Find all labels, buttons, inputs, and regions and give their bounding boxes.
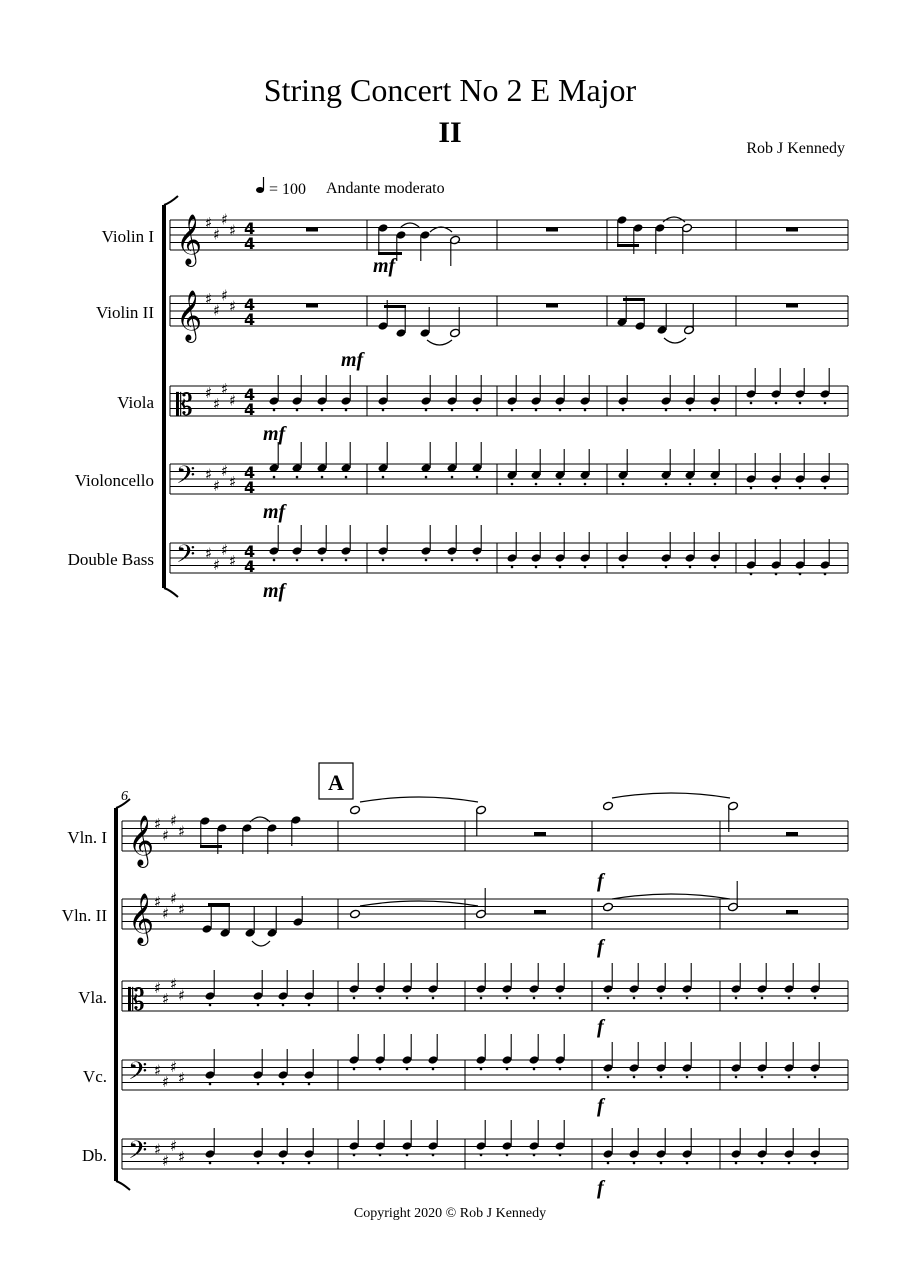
whole-rest: [546, 228, 558, 232]
instrument-label-violoncello: Violoncello: [74, 471, 154, 490]
staccato-dot: [533, 1068, 536, 1071]
system-2-labels: [62, 828, 108, 1165]
dynamic-f: f: [597, 870, 604, 892]
tie: [612, 894, 730, 899]
staccato-dot: [788, 1076, 791, 1079]
sharp-icon: ♯: [170, 889, 178, 908]
bracket-cap: [164, 588, 178, 597]
staccato-dot: [799, 402, 802, 405]
sharp-icon: ♯: [178, 986, 186, 1005]
staccato-dot: [775, 573, 778, 576]
staccato-dot: [814, 1076, 817, 1079]
sharp-icon: ♯: [229, 297, 237, 316]
sharp-icon: ♯: [221, 286, 229, 305]
half-rest: [534, 832, 546, 836]
instrument-label-vla: Vla.: [78, 988, 107, 1007]
treble-clef-icon: 𝄞: [176, 214, 203, 265]
staccato-dot: [607, 997, 610, 1000]
staccato-dot: [353, 1154, 356, 1157]
sharp-icon: ♯: [229, 552, 237, 570]
staccato-dot: [665, 409, 668, 412]
staccato-dot: [257, 1162, 260, 1165]
sharp-icon: ♯: [170, 1136, 178, 1155]
staccato-dot: [584, 566, 587, 569]
dynamic-mf: mf: [263, 423, 286, 445]
staccato-dot: [506, 1154, 509, 1157]
instrument-label-violin-1: Violin I: [101, 227, 154, 246]
staccato-dot: [282, 1083, 285, 1086]
staccato-dot: [788, 1162, 791, 1165]
staccato-dot: [345, 559, 348, 562]
sharp-icon: ♯: [229, 221, 237, 240]
staccato-dot: [622, 409, 625, 412]
staccato-dot: [814, 1162, 817, 1165]
staccato-dot: [559, 997, 562, 1000]
staccato-dot: [761, 1162, 764, 1165]
notation-layer: [116, 196, 848, 1190]
alto-clef-icon: 𝄡: [176, 388, 193, 423]
staccato-dot: [506, 997, 509, 1000]
dynamic-mf: mf: [373, 255, 396, 277]
tie: [612, 793, 730, 798]
sharp-icon: ♯: [178, 900, 186, 919]
staccato-dot: [406, 1154, 409, 1157]
sharp-icon: ♯: [170, 1057, 178, 1076]
staccato-dot: [535, 566, 538, 569]
staccato-dot: [750, 487, 753, 490]
tie: [252, 941, 270, 946]
staccato-dot: [689, 483, 692, 486]
staccato-dot: [714, 566, 717, 569]
dynamics-system-1: [263, 255, 398, 602]
sharp-icon: ♯: [213, 301, 221, 320]
staccato-dot: [425, 559, 428, 562]
sharp-icon: ♯: [229, 391, 237, 410]
instrument-label-vln-1: Vln. I: [67, 828, 107, 847]
staccato-dot: [622, 483, 625, 486]
staccato-dot: [665, 483, 668, 486]
copyright-notice: Copyright 2020 © Rob J Kennedy: [353, 1206, 547, 1221]
sharp-icon: ♯: [162, 904, 170, 923]
staccato-dot: [425, 409, 428, 412]
sharp-icon: ♯: [205, 544, 213, 563]
score-title: String Concert No 2 E Major: [263, 72, 637, 108]
staccato-dot: [451, 559, 454, 562]
staccato-dot: [559, 1154, 562, 1157]
staccato-dot: [432, 1068, 435, 1071]
time-sig-denominator: 4: [244, 400, 256, 419]
beam: [617, 244, 639, 247]
staccato-dot: [296, 476, 299, 479]
staccato-dot: [511, 409, 514, 412]
staccato-dot: [308, 1162, 311, 1165]
treble-clef-icon: 𝄞: [128, 893, 155, 944]
staccato-dot: [273, 476, 276, 479]
staccato-dot: [686, 1162, 689, 1165]
staccato-dot: [273, 409, 276, 412]
dynamic-f: f: [597, 936, 604, 958]
sharp-icon: ♯: [178, 1069, 186, 1087]
tie: [360, 797, 478, 802]
staccato-dot: [761, 997, 764, 1000]
staccato-dot: [633, 1076, 636, 1079]
dynamic-mf: mf: [341, 349, 364, 371]
bass-clef-icon: 𝄢: [128, 1136, 148, 1171]
staccato-dot: [321, 409, 324, 412]
staccato-dot: [209, 1083, 212, 1086]
sharp-icon: ♯: [154, 893, 162, 911]
bracket-cap: [164, 196, 178, 205]
staccato-dot: [451, 409, 454, 412]
staccato-dot: [714, 409, 717, 412]
sharp-icon: ♯: [178, 1148, 186, 1166]
system-1-labels: [68, 227, 155, 569]
sharp-icon: ♯: [205, 214, 213, 232]
staccato-dot: [788, 997, 791, 1000]
staccato-dot: [296, 409, 299, 412]
treble-clef-icon: 𝄞: [128, 815, 155, 866]
staccato-dot: [559, 566, 562, 569]
tie: [427, 340, 452, 345]
staccato-dot: [209, 1004, 212, 1007]
staccato-dot: [535, 483, 538, 486]
staccato-dot: [382, 409, 385, 412]
staccato-dot: [511, 483, 514, 486]
time-sig-denominator: 4: [244, 478, 256, 497]
staccato-dot: [686, 997, 689, 1000]
staccato-dot: [814, 997, 817, 1000]
beam: [200, 845, 222, 848]
staccato-dot: [686, 1076, 689, 1079]
staccato-dot: [761, 1076, 764, 1079]
beam: [378, 252, 402, 255]
time-sig-denominator: 4: [244, 557, 256, 576]
movement-number: II: [438, 116, 462, 149]
tempo-text: Andante moderato: [326, 180, 445, 197]
staccato-dot: [353, 1068, 356, 1071]
tempo-note-icon: [256, 187, 264, 193]
beam: [623, 298, 645, 301]
instrument-label-double-bass: Double Bass: [67, 550, 154, 569]
staccato-dot: [476, 476, 479, 479]
whole-rest: [786, 304, 798, 308]
staccato-dot: [750, 402, 753, 405]
staccato-dot: [379, 997, 382, 1000]
bracket-cap: [116, 1181, 130, 1190]
note-head: [603, 801, 614, 811]
sharp-icon: ♯: [162, 990, 170, 1008]
instrument-label-db: Db.: [81, 1146, 107, 1165]
staccato-dot: [282, 1162, 285, 1165]
time-sig-numerator: 4: [244, 542, 256, 561]
bass-clef-icon: 𝄢: [176, 461, 196, 496]
staccato-dot: [660, 1076, 663, 1079]
sharp-icon: ♯: [178, 822, 186, 841]
staccato-dot: [824, 573, 827, 576]
half-rest: [786, 910, 798, 914]
sharp-icon: ♯: [221, 210, 229, 229]
staccato-dot: [321, 476, 324, 479]
staccato-dot: [379, 1068, 382, 1071]
time-sig-numerator: 4: [244, 219, 256, 238]
tempo-bpm: = 100: [269, 181, 307, 198]
staccato-dot: [824, 402, 827, 405]
time-sig-numerator: 4: [244, 463, 256, 482]
sharp-icon: ♯: [213, 395, 221, 413]
staccato-dot: [775, 487, 778, 490]
staccato-dot: [425, 476, 428, 479]
staccato-dot: [824, 487, 827, 490]
instrument-label-vln-2: Vln. II: [61, 906, 107, 925]
whole-rest: [306, 304, 318, 308]
dynamics-system-2: [597, 870, 606, 1199]
sharp-icon: ♯: [213, 476, 221, 495]
sharp-icon: ♯: [205, 290, 213, 308]
staccato-dot: [533, 1154, 536, 1157]
sharp-icon: ♯: [213, 225, 221, 244]
staccato-dot: [660, 1162, 663, 1165]
sharp-icon: ♯: [221, 461, 229, 480]
staccato-dot: [451, 476, 454, 479]
note-head: [350, 909, 361, 919]
measure-number: 6: [121, 789, 128, 804]
sharp-icon: ♯: [170, 811, 178, 830]
whole-rest: [306, 228, 318, 232]
whole-rest: [786, 228, 798, 232]
staccato-dot: [476, 409, 479, 412]
staccato-dot: [633, 997, 636, 1000]
staccato-dot: [633, 1162, 636, 1165]
dynamic-f: f: [597, 1095, 604, 1117]
beam: [384, 305, 406, 308]
staccato-dot: [511, 566, 514, 569]
staccato-dot: [559, 409, 562, 412]
staccato-dot: [406, 1068, 409, 1071]
time-sig-numerator: 4: [244, 385, 256, 404]
staccato-dot: [209, 1162, 212, 1165]
staccato-dot: [476, 559, 479, 562]
staccato-dot: [296, 559, 299, 562]
staccato-dot: [535, 409, 538, 412]
alto-clef-icon: 𝄡: [128, 983, 145, 1018]
staccato-dot: [584, 483, 587, 486]
staccato-dot: [775, 402, 778, 405]
staccato-dot: [714, 483, 717, 486]
sharp-icon: ♯: [154, 1140, 162, 1159]
note-head: [603, 902, 614, 912]
staccato-dot: [406, 997, 409, 1000]
staccato-dot: [379, 1154, 382, 1157]
staccato-dot: [660, 997, 663, 1000]
sharp-icon: ♯: [205, 383, 213, 402]
staccato-dot: [480, 1154, 483, 1157]
half-rest: [786, 832, 798, 836]
bass-clef-icon: 𝄢: [176, 540, 196, 575]
staccato-dot: [432, 1154, 435, 1157]
dynamic-mf: mf: [263, 501, 286, 523]
sharp-icon: ♯: [229, 473, 237, 491]
staccato-dot: [607, 1162, 610, 1165]
dynamic-f: f: [597, 1016, 604, 1038]
staccato-dot: [353, 997, 356, 1000]
sharp-icon: ♯: [154, 1061, 162, 1080]
treble-clef-icon: 𝄞: [176, 290, 203, 341]
instrument-label-vc: Vc.: [82, 1067, 107, 1086]
sharp-icon: ♯: [221, 540, 229, 559]
dynamic-f: f: [597, 1177, 604, 1199]
staccato-dot: [689, 409, 692, 412]
staccato-dot: [533, 997, 536, 1000]
tempo-marking: [256, 177, 445, 198]
sharp-icon: ♯: [170, 975, 178, 993]
staccato-dot: [257, 1083, 260, 1086]
staccato-dot: [735, 1162, 738, 1165]
tie: [664, 338, 686, 343]
beam: [208, 903, 230, 906]
staccato-dot: [480, 1068, 483, 1071]
staccato-dot: [257, 1004, 260, 1007]
instrument-label-violin-2: Violin II: [96, 303, 154, 322]
time-sig-denominator: 4: [244, 234, 256, 253]
staccato-dot: [282, 1004, 285, 1007]
staccato-dot: [345, 476, 348, 479]
staccato-dot: [735, 1076, 738, 1079]
staccato-dot: [345, 409, 348, 412]
staccato-dot: [750, 573, 753, 576]
staccato-dot: [559, 483, 562, 486]
staccato-dot: [559, 1068, 562, 1071]
note-head: [350, 805, 361, 815]
half-rest: [534, 910, 546, 914]
staccato-dot: [382, 559, 385, 562]
staccato-dot: [622, 566, 625, 569]
staccato-dot: [321, 559, 324, 562]
whole-rest: [546, 304, 558, 308]
sharp-icon: ♯: [221, 380, 229, 398]
staccato-dot: [665, 566, 668, 569]
staccato-dot: [273, 559, 276, 562]
staccato-dot: [382, 476, 385, 479]
sharp-icon: ♯: [154, 815, 162, 833]
time-sig-numerator: 4: [244, 295, 256, 314]
sharp-icon: ♯: [205, 465, 213, 484]
instrument-label-viola: Viola: [117, 393, 154, 412]
staccato-dot: [506, 1068, 509, 1071]
rehearsal-mark: A: [328, 770, 344, 795]
staccato-dot: [480, 997, 483, 1000]
composer-name: Rob J Kennedy: [746, 140, 845, 157]
time-sig-denominator: 4: [244, 310, 256, 329]
staccato-dot: [432, 997, 435, 1000]
staccato-dot: [308, 1083, 311, 1086]
dynamic-mf: mf: [263, 580, 286, 602]
staccato-dot: [799, 573, 802, 576]
sharp-icon: ♯: [162, 1072, 170, 1091]
sharp-icon: ♯: [162, 1151, 170, 1170]
rehearsal-mark-box: [319, 763, 353, 799]
sharp-icon: ♯: [162, 826, 170, 845]
staccato-dot: [607, 1076, 610, 1079]
staccato-dot: [799, 487, 802, 490]
sharp-icon: ♯: [154, 978, 162, 997]
bass-clef-icon: 𝄢: [128, 1057, 148, 1092]
staccato-dot: [584, 409, 587, 412]
staccato-dot: [308, 1004, 311, 1007]
tie: [360, 901, 478, 906]
sharp-icon: ♯: [213, 555, 221, 574]
staccato-dot: [689, 566, 692, 569]
staccato-dot: [735, 997, 738, 1000]
